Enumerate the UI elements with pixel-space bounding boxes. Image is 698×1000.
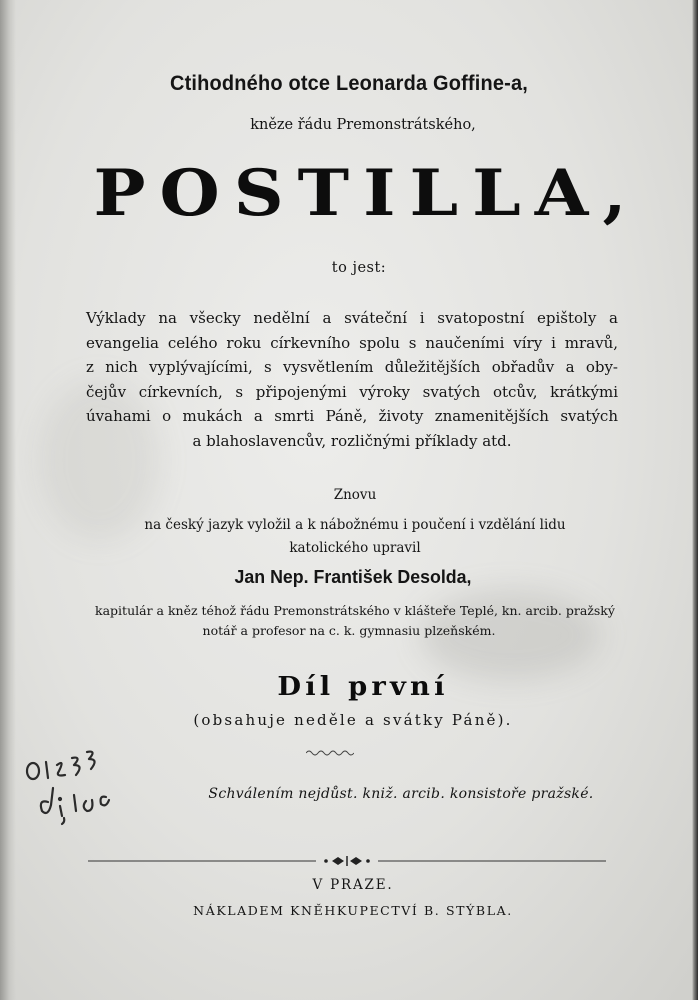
translator-role: kapitulár a kněz téhož řádu Premonstrátského v klášteře Teplé, kn. arcib. pražský [95,603,615,618]
ornamental-rule [88,855,606,867]
imprint-publisher: NÁKLADEM KNĚHKUPECTVÍ B. STÝBLA. [193,903,513,918]
translation-line: na český jazyk vyložil a k nábožnému i poučení i vzdělání lidu [144,517,566,533]
description-line: čejův církevních, s připojenými výroky svatých otcův, krátkými [86,382,618,401]
description-line: evangelia celého roku církevního spolu s naučeními víry i mravů, [86,333,618,352]
imprint-place: V PRAZE. [312,877,394,893]
again-label: Znovu [333,487,377,503]
wavy-ornament [306,748,354,758]
translator-role: notář a profesor na c. k. gymnasiu plzeňském. [202,623,496,638]
author-subtitle: kněze řádu Premonstrátského, [250,117,476,133]
approval-note: Schválením nejdůst. kniž. arcib. konsistoře pražské. [208,786,594,802]
volume-title: Díl první [277,672,449,702]
description-line: Výklady na všecky nedělní a sváteční i svatopostní epištoly a [86,309,618,327]
description-line: úvahami o mukách a smrti Páně, životy znamenitějších svatých [86,407,618,425]
book-title: POSTILLA, [93,156,641,231]
handwritten-annotation [24,738,144,828]
intro-text: to jest: [331,260,387,276]
translation-line: katolického upravil [289,540,421,556]
author-line: Ctihodného otce Leonarda Goffine-a, [169,72,529,95]
description-line: z nich vyplývajícími, s vysvětlením důležitějších obřadův a oby- [86,358,618,376]
description-line: a blahoslavencův, rozličnými příklady atd. [192,431,512,450]
description-block [86,306,618,453]
translator-name: Jan Nep. František Desolda, [234,566,472,587]
volume-subtitle: (obsahuje neděle a svátky Páně). [193,711,513,729]
